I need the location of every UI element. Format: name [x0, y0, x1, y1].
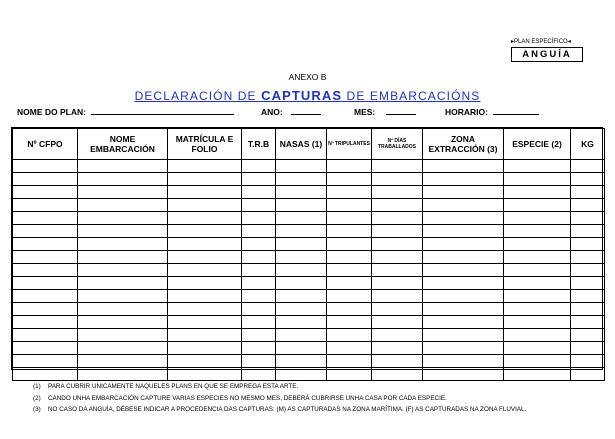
table-cell[interactable] [168, 212, 242, 225]
title-part2: CAPTURAS [261, 88, 343, 103]
table-cell[interactable] [504, 316, 571, 329]
table-cell[interactable] [242, 290, 276, 303]
table-cell[interactable] [242, 251, 276, 264]
col-cfpo: Nº CFPO [13, 129, 78, 160]
table-cell[interactable] [423, 316, 504, 329]
col-trb: T.R.B [242, 129, 276, 160]
table-cell[interactable] [13, 290, 78, 303]
table-row [13, 329, 605, 342]
table-cell[interactable] [571, 277, 605, 290]
plan-name: ANGUÍA [511, 47, 583, 62]
table-cell[interactable] [327, 303, 372, 316]
table-cell[interactable] [276, 316, 327, 329]
table-cell[interactable] [504, 290, 571, 303]
table-cell[interactable] [13, 199, 78, 212]
table-cell[interactable] [504, 186, 571, 199]
table-cell[interactable] [13, 173, 78, 186]
table-cell[interactable] [276, 251, 327, 264]
table-cell[interactable] [423, 264, 504, 277]
table-cell[interactable] [242, 342, 276, 355]
table-cell[interactable] [504, 238, 571, 251]
plan-name-label: NOME DO PLAN: [17, 107, 86, 117]
table-cell[interactable] [242, 368, 276, 381]
table-row [13, 238, 605, 251]
table-cell[interactable] [504, 251, 571, 264]
table-cell[interactable] [13, 264, 78, 277]
table-cell[interactable] [276, 160, 327, 173]
table-cell[interactable] [423, 173, 504, 186]
col-days-worked: Nº DÍAS TRABALLADOS [372, 129, 423, 160]
table-cell[interactable] [78, 212, 168, 225]
table-cell[interactable] [571, 212, 605, 225]
table-cell[interactable] [327, 342, 372, 355]
table-cell[interactable] [327, 238, 372, 251]
table-cell[interactable] [372, 264, 423, 277]
table-cell[interactable] [242, 212, 276, 225]
table-cell[interactable] [78, 290, 168, 303]
schedule-line[interactable] [493, 105, 539, 115]
table-cell[interactable] [168, 199, 242, 212]
table-cell[interactable] [327, 355, 372, 368]
month-field [354, 105, 416, 117]
table-cell[interactable] [571, 342, 605, 355]
table-cell[interactable] [571, 238, 605, 251]
table-cell[interactable] [327, 173, 372, 186]
table-cell[interactable] [571, 160, 605, 173]
table-cell[interactable] [423, 277, 504, 290]
plan-name-line[interactable] [91, 105, 234, 115]
table-cell[interactable] [78, 160, 168, 173]
title-part1: DECLARACIÓN DE [134, 89, 262, 103]
table-cell[interactable] [168, 225, 242, 238]
table-row [13, 342, 605, 355]
table-cell[interactable] [372, 212, 423, 225]
table-cell[interactable] [13, 329, 78, 342]
table-cell[interactable] [372, 186, 423, 199]
table-cell[interactable] [372, 199, 423, 212]
plan-box [511, 38, 583, 62]
table-cell[interactable] [242, 329, 276, 342]
page-title [0, 88, 615, 103]
table-cell[interactable] [372, 368, 423, 381]
table-cell[interactable] [168, 355, 242, 368]
table-cell[interactable] [168, 238, 242, 251]
table-cell[interactable] [13, 160, 78, 173]
table-cell[interactable] [327, 160, 372, 173]
table-cell[interactable] [504, 342, 571, 355]
table-cell[interactable] [327, 329, 372, 342]
table-cell[interactable] [423, 368, 504, 381]
col-registration: MATRÍCULA E FOLIO [168, 129, 242, 160]
table-cell[interactable] [242, 225, 276, 238]
table-cell[interactable] [168, 342, 242, 355]
table-cell[interactable] [372, 173, 423, 186]
table-cell[interactable] [327, 368, 372, 381]
table-cell[interactable] [78, 199, 168, 212]
table-cell[interactable] [168, 368, 242, 381]
table-cell[interactable] [327, 186, 372, 199]
table-cell[interactable] [78, 303, 168, 316]
table-cell[interactable] [276, 264, 327, 277]
table-cell[interactable] [571, 186, 605, 199]
table-cell[interactable] [571, 264, 605, 277]
table-cell[interactable] [13, 225, 78, 238]
table-cell[interactable] [276, 173, 327, 186]
table-cell[interactable] [168, 251, 242, 264]
table-cell[interactable] [423, 342, 504, 355]
table-cell[interactable] [504, 277, 571, 290]
table-row [13, 277, 605, 290]
table-cell[interactable] [327, 251, 372, 264]
table-cell[interactable] [423, 238, 504, 251]
table-cell[interactable] [242, 238, 276, 251]
plan-name-field [17, 105, 234, 117]
table-cell[interactable] [571, 199, 605, 212]
table-cell[interactable] [276, 212, 327, 225]
table-cell[interactable] [276, 290, 327, 303]
table-cell[interactable] [13, 238, 78, 251]
title-part3: DE EMBARCACIÓNS [342, 89, 481, 103]
table-cell[interactable] [242, 303, 276, 316]
table-row [13, 316, 605, 329]
table-cell[interactable] [423, 355, 504, 368]
table-cell[interactable] [242, 264, 276, 277]
table-cell[interactable] [571, 251, 605, 264]
year-line[interactable] [291, 105, 321, 115]
table-cell[interactable] [168, 290, 242, 303]
table-cell[interactable] [276, 186, 327, 199]
table-cell[interactable] [242, 355, 276, 368]
table-cell[interactable] [276, 238, 327, 251]
col-species: ESPECIE (2) [504, 129, 571, 160]
table-cell[interactable] [571, 329, 605, 342]
table-cell[interactable] [168, 316, 242, 329]
table-cell[interactable] [571, 355, 605, 368]
table-cell[interactable] [78, 277, 168, 290]
table-cell[interactable] [242, 199, 276, 212]
table-cell[interactable] [423, 251, 504, 264]
table-header-row [13, 129, 605, 160]
table-cell[interactable] [327, 212, 372, 225]
table-cell[interactable] [423, 225, 504, 238]
table-cell[interactable] [78, 173, 168, 186]
table-cell[interactable] [78, 251, 168, 264]
table-cell[interactable] [504, 173, 571, 186]
table-cell[interactable] [372, 355, 423, 368]
table-cell[interactable] [13, 342, 78, 355]
table-cell[interactable] [327, 225, 372, 238]
table-cell[interactable] [571, 316, 605, 329]
footnotes [33, 381, 526, 416]
table-row [13, 290, 605, 303]
schedule-label: HORARIO: [445, 107, 488, 117]
footnote-text: NO CASO DA ANGUÍA, DÉBESE INDICAR A PROCEDENCIA DAS CAPTURAS: (M) AS CAPTURADAS NA ZONA MARÍTIMA. (F) AS CAPTURADAS NA ZONA FLUVIAL. [48, 406, 527, 413]
table-row [13, 368, 605, 381]
footnote [33, 381, 526, 393]
table-cell[interactable] [276, 303, 327, 316]
table-cell[interactable] [276, 342, 327, 355]
table-cell[interactable] [372, 225, 423, 238]
col-nasas: NASAS (1) [276, 129, 327, 160]
table-cell[interactable] [372, 238, 423, 251]
table-cell[interactable] [423, 199, 504, 212]
table-cell[interactable] [372, 303, 423, 316]
table-row [13, 355, 605, 368]
table-cell[interactable] [78, 225, 168, 238]
table-cell[interactable] [78, 316, 168, 329]
table-row [13, 199, 605, 212]
table-cell[interactable] [13, 316, 78, 329]
table-cell[interactable] [571, 173, 605, 186]
table-row [13, 264, 605, 277]
table-row [13, 160, 605, 173]
table-cell[interactable] [276, 199, 327, 212]
table-cell[interactable] [13, 251, 78, 264]
table-cell[interactable] [276, 329, 327, 342]
table-cell[interactable] [571, 368, 605, 381]
table-cell[interactable] [78, 368, 168, 381]
footnote [33, 404, 526, 416]
table-cell[interactable] [571, 290, 605, 303]
table-cell[interactable] [504, 329, 571, 342]
table-cell[interactable] [327, 199, 372, 212]
table-cell[interactable] [504, 225, 571, 238]
table-cell[interactable] [13, 212, 78, 225]
table-cell[interactable] [423, 290, 504, 303]
table-cell[interactable] [242, 173, 276, 186]
table-row [13, 225, 605, 238]
table-cell[interactable] [372, 160, 423, 173]
table-cell[interactable] [168, 277, 242, 290]
footnote [33, 393, 526, 405]
table-row [13, 212, 605, 225]
footnote-text: CANDO UNHA EMBARCACIÓN CAPTURE VARIAS ESPECIES NO MESMO MES, DEBERÁ CUBRIRSE UNHA CASA POR CADA ESPECIE. [48, 394, 447, 402]
footnote-number: (3) [33, 406, 41, 413]
table-cell[interactable] [372, 329, 423, 342]
table-cell[interactable] [242, 316, 276, 329]
table-cell[interactable] [276, 355, 327, 368]
table-cell[interactable] [327, 264, 372, 277]
table-cell[interactable] [78, 355, 168, 368]
table-cell[interactable] [276, 225, 327, 238]
col-crew: Nº TRIPULANTES [327, 129, 372, 160]
table-cell[interactable] [242, 277, 276, 290]
table-cell[interactable] [504, 264, 571, 277]
year-field [261, 105, 321, 117]
table-row [13, 173, 605, 186]
table-cell[interactable] [327, 277, 372, 290]
table-cell[interactable] [13, 355, 78, 368]
table-cell[interactable] [372, 251, 423, 264]
table-cell[interactable] [423, 160, 504, 173]
table-cell[interactable] [504, 355, 571, 368]
table-cell[interactable] [168, 329, 242, 342]
table-cell[interactable] [78, 264, 168, 277]
table-cell[interactable] [327, 316, 372, 329]
table-cell[interactable] [372, 277, 423, 290]
table-cell[interactable] [372, 316, 423, 329]
table-cell[interactable] [13, 368, 78, 381]
table-cell[interactable] [504, 303, 571, 316]
table-cell[interactable] [168, 160, 242, 173]
table-cell[interactable] [571, 303, 605, 316]
table-cell[interactable] [13, 303, 78, 316]
table-cell[interactable] [13, 277, 78, 290]
captures-table [11, 127, 603, 370]
month-label: MES: [354, 107, 376, 117]
table-cell[interactable] [276, 368, 327, 381]
footnote-text: PARA CUBRIR UNICAMENTE NAQUELES PLANS EN QUE SE EMPREGA ESTA ARTE. [48, 383, 299, 390]
table-cell[interactable] [168, 264, 242, 277]
annex-label: ANEXO B [288, 72, 327, 82]
table-cell[interactable] [13, 186, 78, 199]
table-cell[interactable] [372, 290, 423, 303]
col-extraction-zone: ZONA EXTRACCIÓN (3) [423, 129, 504, 160]
table-cell[interactable] [168, 303, 242, 316]
table-row [13, 303, 605, 316]
table-cell[interactable] [78, 238, 168, 251]
table-cell[interactable] [78, 342, 168, 355]
table-cell[interactable] [504, 368, 571, 381]
table-row [13, 251, 605, 264]
table-cell[interactable] [423, 212, 504, 225]
col-vessel-name: NOME EMBARCACIÓN [78, 129, 168, 160]
col-kg: KG [571, 129, 605, 160]
year-label: ANO: [261, 107, 283, 117]
table-cell[interactable] [242, 160, 276, 173]
plan-label: ▸PLAN ESPECÍFICO◂ [511, 39, 571, 45]
table-cell[interactable] [242, 186, 276, 199]
table-cell[interactable] [372, 342, 423, 355]
footnote-number: (1) [33, 383, 41, 390]
table-cell[interactable] [78, 186, 168, 199]
footnote-number: (2) [33, 394, 41, 402]
schedule-field [445, 105, 539, 117]
table-cell[interactable] [504, 199, 571, 212]
table-cell[interactable] [571, 225, 605, 238]
table-cell[interactable] [423, 303, 504, 316]
table-cell[interactable] [276, 277, 327, 290]
table-row [13, 186, 605, 199]
table-cell[interactable] [168, 173, 242, 186]
month-line[interactable] [386, 105, 416, 115]
table-cell[interactable] [423, 329, 504, 342]
table-cell[interactable] [168, 186, 242, 199]
table-cell[interactable] [327, 290, 372, 303]
table-cell[interactable] [504, 160, 571, 173]
table-cell[interactable] [78, 329, 168, 342]
table-cell[interactable] [423, 186, 504, 199]
table-cell[interactable] [504, 212, 571, 225]
